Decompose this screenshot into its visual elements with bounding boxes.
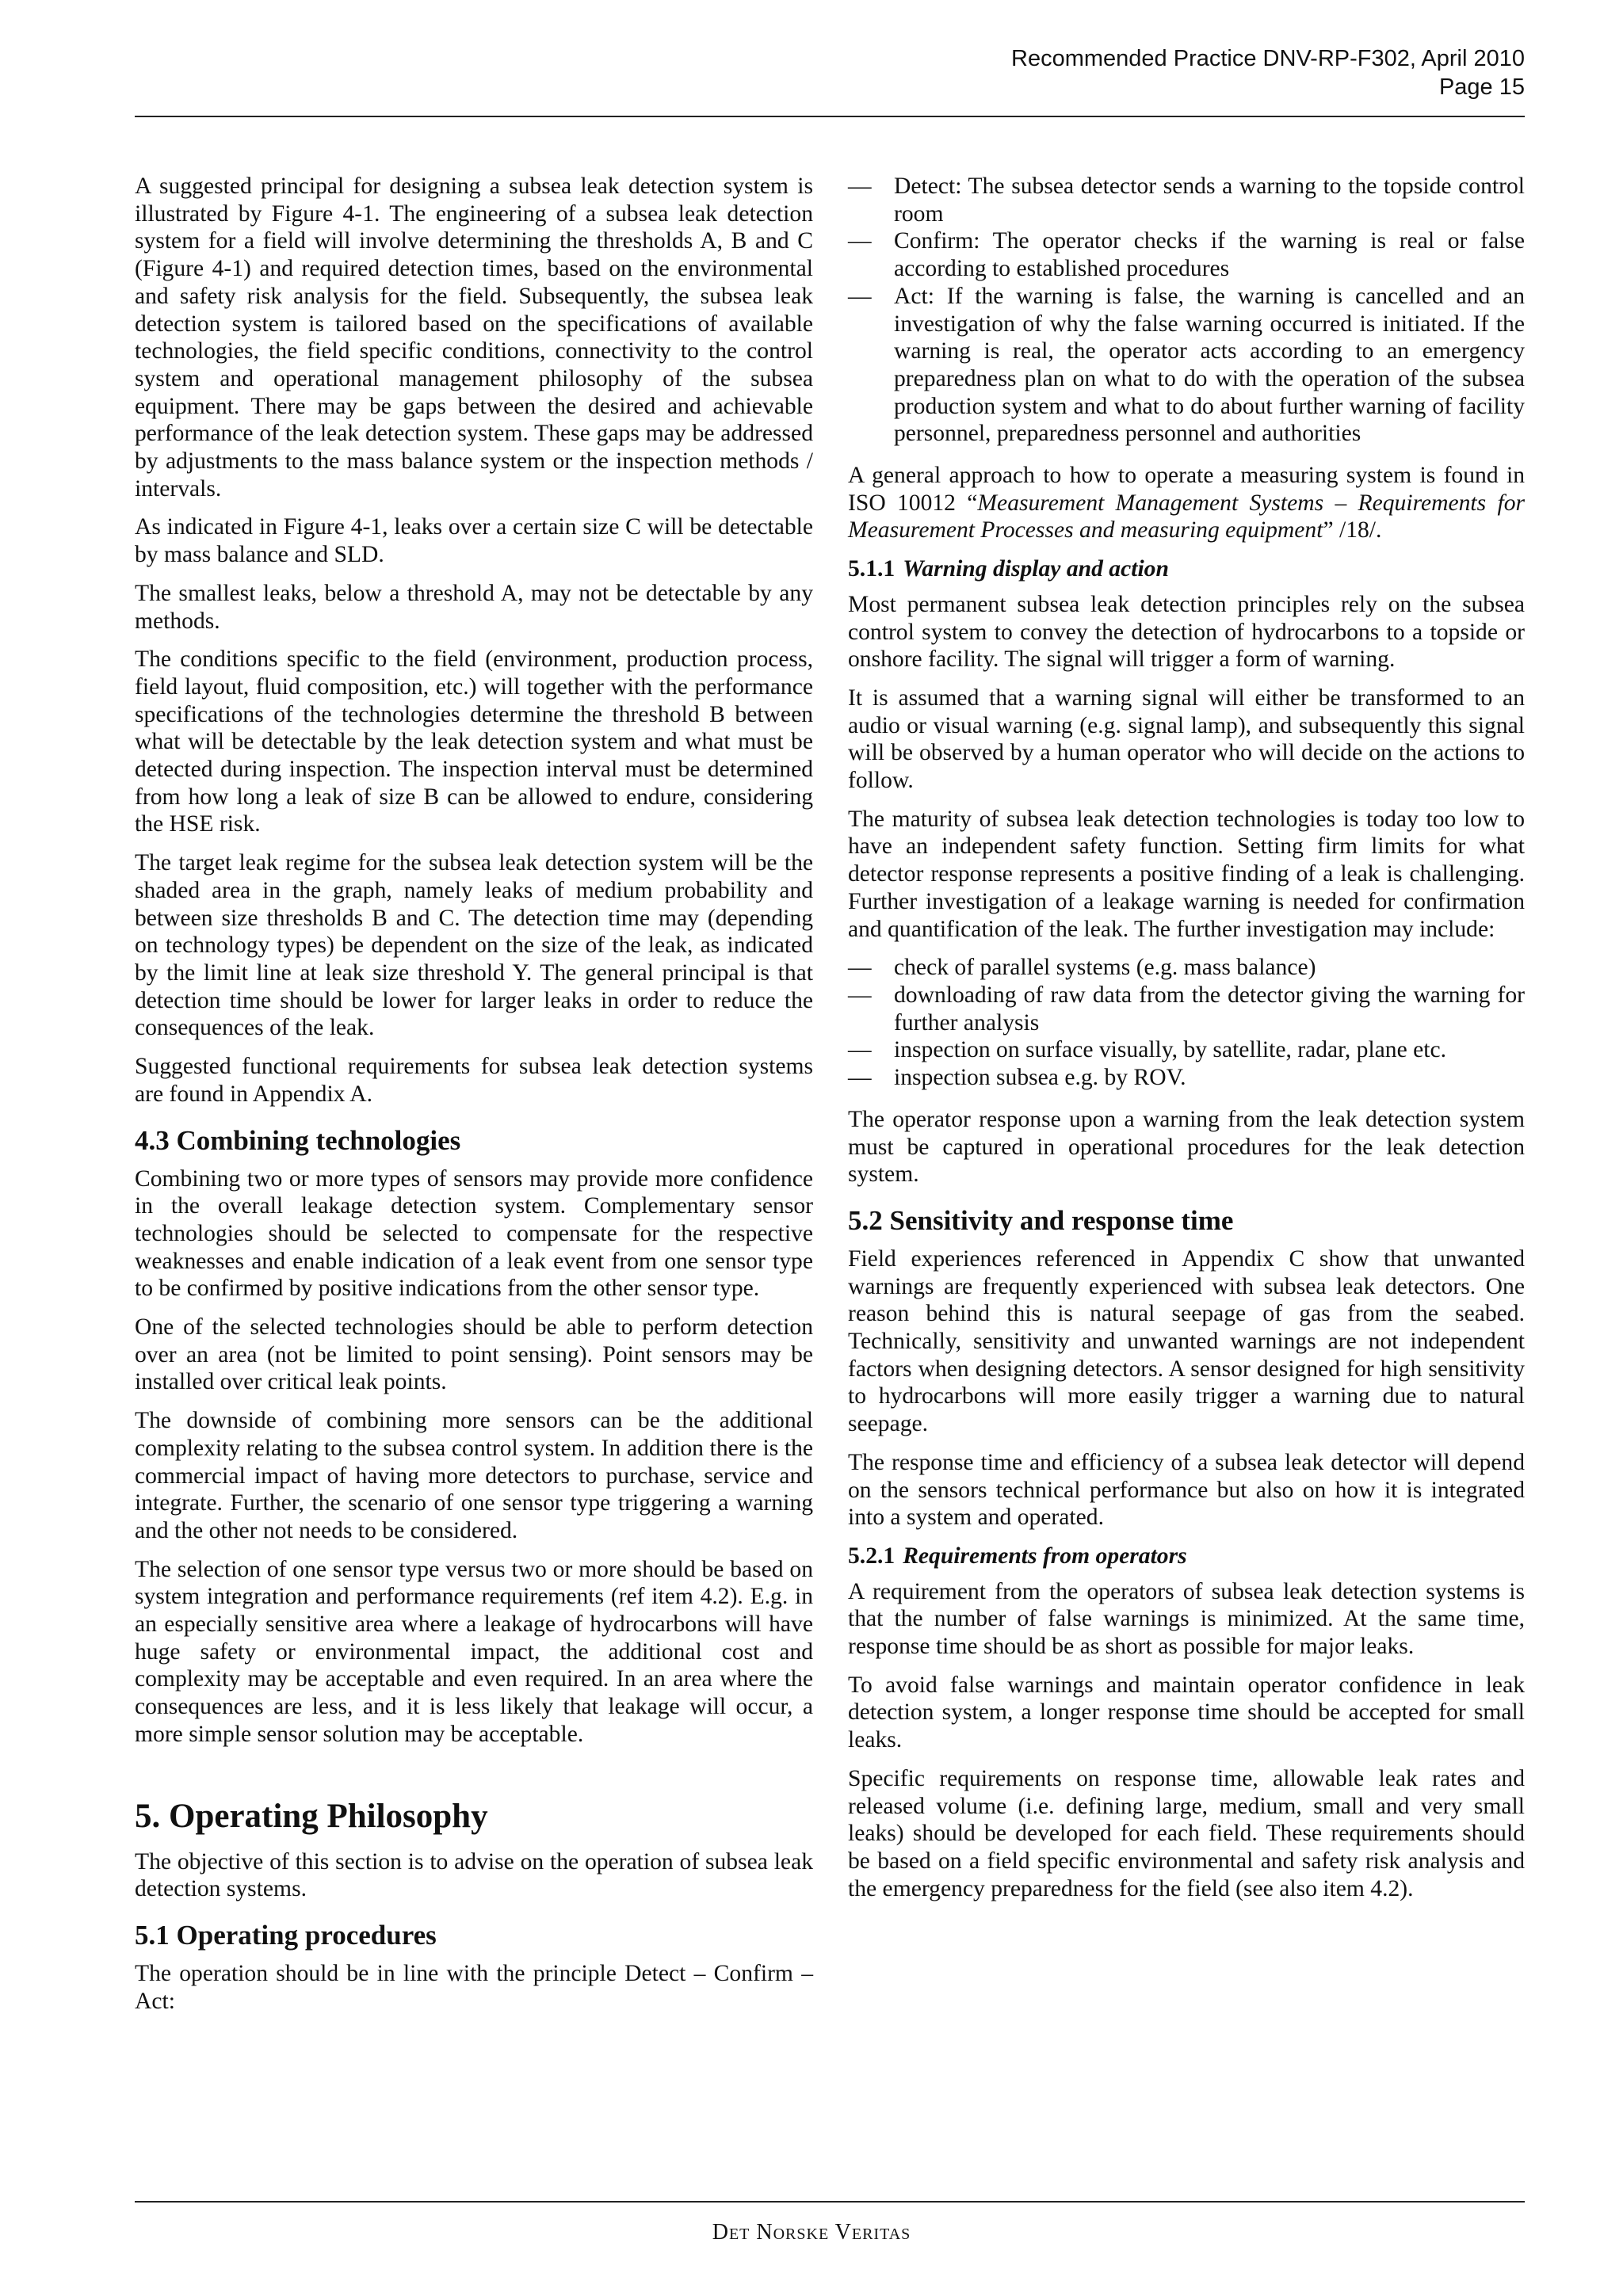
dash-bullet: — <box>848 283 872 309</box>
paragraph: As indicated in Figure 4-1, leaks over a certain size C will be detectable by mass balance and SLD. <box>135 514 813 568</box>
list-item: — Confirm: The operator checks if the warning is real or false according to established procedures <box>848 228 1525 282</box>
paragraph: A general approach to how to operate a measuring system is found in ISO 10012 “Measurement Management Systems – Requirements for Measurement Processes and measuring equipment” /18/. <box>848 463 1526 543</box>
page-number: Page 15 <box>1438 74 1525 100</box>
paragraph: The response time and efficiency of a subsea leak detector will depend on the sensors technical performance but also on how it is integrated into a system and operated. <box>848 1449 1525 1531</box>
chapter-heading-5: 5. Operating Philosophy <box>135 1797 488 1835</box>
iso-title: Measurement Management Systems – Requirements for Measurement Processes and measuring equipment <box>848 490 1526 543</box>
paragraph: The objective of this section is to advise on the operation of subsea leak detection systems. <box>135 1848 813 1902</box>
paragraph: Field experiences referenced in Appendix C show that unwanted warnings are frequently experienced with subsea leak detectors. One reason behind this is natural seepage of gas from the seabed. Technically, sensitivity and unwanted warnings are not independent factors when designing detectors. A sensor designed for high sensitivity to hydrocarbons will more easily trigger a warning due to natural seepage. <box>848 1245 1525 1437</box>
dash-bullet: — <box>848 1037 872 1063</box>
paragraph: The operation should be in line with the principle Detect – Confirm – Act: <box>135 1960 813 2014</box>
dash-bullet: — <box>848 955 872 981</box>
section-heading-4-3: 4.3 Combining technologies <box>135 1124 461 1156</box>
header-rule <box>135 116 1525 117</box>
section-heading-5-1: 5.1 Operating procedures <box>135 1919 437 1951</box>
paragraph: A suggested principal for designing a subsea leak detection system is illustrated by Figure 4-1. The engineering of a subsea leak detection system for a field will involve determining the thresholds A, B and C (Figure 4-1) and required detection times, based on the environmental and safety risk analysis for the field. Subsequently, the subsea leak detection system is tailored based on the specifications of available technologies, the field specific conditions, connectivity to the control system and operational management philosophy of the subsea equipment. There may be gaps between the desired and achievable performance of the leak detection system. These gaps may be addressed by adjustments to the mass balance system or the inspection methods / intervals. <box>135 174 813 502</box>
list-item: — Detect: The subsea detector sends a warning to the topside control room <box>848 174 1525 227</box>
paragraph: The target leak regime for the subsea leak detection system will be the shaded area in the graph, namely leaks of medium probability and between size thresholds B and C. The detection time may (depending on technology types) be dependent on the size of the leak, as indicated by the limit line at leak size threshold Y. The general principal is that detection time should be lower for larger leaks in order to reduce the consequences of the leak. <box>135 850 813 1041</box>
left-column <box>135 173 813 2026</box>
paragraph: One of the selected technologies should be able to perform detection over an area (not be limited to point sensing). Point sensors may be installed over critical leak points. <box>135 1314 813 1395</box>
detect-confirm-act-list <box>848 173 1525 448</box>
list-item: — inspection on surface visually, by satellite, radar, plane etc. <box>848 1037 1447 1063</box>
section-heading-5-2: 5.2 Sensitivity and response time <box>848 1204 1234 1236</box>
paragraph: To avoid false warnings and maintain operator confidence in leak detection system, a longer response time should be accepted for small leaks. <box>848 1672 1525 1753</box>
subsection-heading-5-2-1: 5.2.1 Requirements from operators <box>848 1543 1187 1569</box>
dash-bullet: — <box>848 1065 872 1091</box>
paragraph: The maturity of subsea leak detection technologies is today too low to have an independent safety function. Setting firm limits for what detector response represents a positive finding of a leak is challenging. Further investigation of a leakage warning is needed for confirmation and quantification of the leak. The further investigation may include: <box>848 806 1525 942</box>
dash-bullet: — <box>848 982 872 1008</box>
paragraph: Specific requirements on response time, allowable leak rates and released volume (i.e. defining large, medium, small and very small leaks) should be developed for each field. These requirements should be based on a field specific environmental and safety risk analysis and the emergency preparedness for the field (see also item 4.2). <box>848 1765 1525 1901</box>
dash-bullet: — <box>848 228 872 254</box>
dash-bullet: — <box>848 174 872 199</box>
list-item: — downloading of raw data from the detector giving the warning for further analysis <box>848 982 1525 1035</box>
page-header <box>135 44 1525 101</box>
paragraph: A requirement from the operators of subsea leak detection systems is that the number of false warnings is minimized. At the same time, response time should be as short as possible for major leaks. <box>848 1578 1525 1660</box>
paragraph: The conditions specific to the field (environment, production process, field layout, fluid composition, etc.) will together with the performance specifications of the technologies determine the threshold B between what will be detectable by the leak detection system and what must be detected during inspection. The inspection interval must be determined from how long a leak of size B can be allowed to endure, considering the HSE risk. <box>135 646 813 837</box>
document-title: Recommended Practice DNV-RP-F302, April 2010 <box>1011 46 1525 71</box>
paragraph: Most permanent subsea leak detection principles rely on the subsea control system to convey the detection of hydrocarbons to a topside or onshore facility. The signal will trigger a form of warning. <box>848 591 1525 673</box>
list-item: — inspection subsea e.g. by ROV. <box>848 1065 1186 1091</box>
list-item: — Act: If the warning is false, the warning is cancelled and an investigation of why the false warning occurred is initiated. If the warning is real, the operator acts according to an emergency preparedness plan on what to do with the operation of the subsea production system and what to do about further warning of facility personnel, preparedness personnel and authorities <box>848 283 1525 447</box>
investigation-list <box>848 954 1525 1092</box>
paragraph: The operator response upon a warning from the leak detection system must be captured in operational procedures for the leak detection system. <box>848 1106 1525 1188</box>
page-footer: Det Norske Veritas <box>712 2220 911 2245</box>
list-item: — check of parallel systems (e.g. mass balance) <box>848 955 1316 981</box>
footer-rule <box>135 2201 1525 2203</box>
paragraph: The downside of combining more sensors can be the additional complexity relating to the subsea control system. In addition there is the commercial impact of having more detectors to purchase, service and integrate. Further, the scenario of one sensor type triggering a warning and the other not needs to be considered. <box>135 1408 813 1543</box>
paragraph: The smallest leaks, below a threshold A, may not be detectable by any methods. <box>135 580 813 634</box>
paragraph: Suggested functional requirements for subsea leak detection systems are found in Appendix A. <box>135 1054 813 1107</box>
subsection-heading-5-1-1: 5.1.1 Warning display and action <box>848 556 1169 582</box>
paragraph: It is assumed that a warning signal will either be transformed to an audio or visual warning (e.g. signal lamp), and subsequently this signal will be observed by a human operator who will decide on the actions to follow. <box>848 685 1525 794</box>
paragraph: Combining two or more types of sensors may provide more confidence in the overall leakage detection system. Complementary sensor technologies should be selected to compensate for the respective weaknesses and enable indication of a leak event from one sensor type to be confirmed by positive indications from the other sensor type. <box>135 1165 813 1302</box>
paragraph: The selection of one sensor type versus two or more should be based on system integration and performance requirements (ref item 4.2). E.g. in an especially sensitive area where a leakage of hydrocarbons will have huge safety or environmental impact, the additional cost and complexity may be acceptable and even required. In an area where the consequences are less, and it is less likely that leakage will occur, a more simple sensor solution may be acceptable. <box>135 1556 813 1747</box>
right-column <box>848 173 1525 1913</box>
